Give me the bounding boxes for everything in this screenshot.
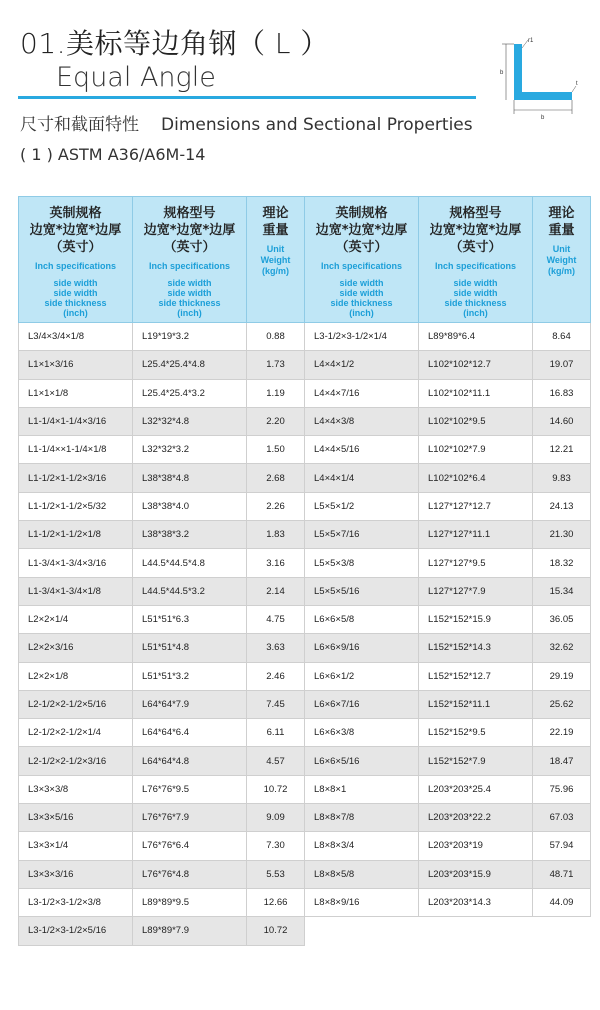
table-cell: L1-3/4×1-3/4×3/16 xyxy=(19,549,133,577)
table-cell: 2.68 xyxy=(247,464,305,492)
table-cell: 5.53 xyxy=(247,860,305,888)
header-cn-text xyxy=(307,205,416,256)
table-cell: L51*51*3.2 xyxy=(133,662,247,690)
table-cell: 7.45 xyxy=(247,690,305,718)
table-row xyxy=(19,662,591,690)
table-cell: L2×2×3/16 xyxy=(19,634,133,662)
header-en2-text xyxy=(21,278,130,318)
header-en2-line: side thickness xyxy=(330,298,393,308)
table-body xyxy=(19,323,591,946)
table-cell: 12.21 xyxy=(533,436,591,464)
table-cell: L51*51*6.3 xyxy=(133,605,247,633)
table-cell: 75.96 xyxy=(533,775,591,803)
table-cell: L38*38*3.2 xyxy=(133,521,247,549)
subtitle-en: Dimensions and Sectional Properties xyxy=(161,115,473,135)
header-en2-line: side thickness xyxy=(44,298,107,308)
table-cell: L1×1×1/8 xyxy=(19,379,133,407)
table-cell: L6×6×5/8 xyxy=(305,605,419,633)
table-cell: 1.83 xyxy=(247,521,305,549)
table-cell: 44.09 xyxy=(533,888,591,916)
header-en-line: Unit xyxy=(266,244,285,254)
standard-label: ( 1 ) ASTM A36/A6M-14 xyxy=(20,145,206,164)
table-cell: L3/4×3/4×1/8 xyxy=(19,323,133,351)
table-cell: L102*102*12.7 xyxy=(419,351,533,379)
header-en-line: Inch specifications xyxy=(148,261,231,271)
header-cn-line: 重量 xyxy=(548,223,575,238)
table-cell: 3.63 xyxy=(247,634,305,662)
table-cell: 3.16 xyxy=(247,549,305,577)
header-en-text xyxy=(135,261,244,272)
table-cell: 24.13 xyxy=(533,492,591,520)
table-cell: L8×8×1 xyxy=(305,775,419,803)
table-cell: 4.75 xyxy=(247,605,305,633)
table-cell: L5×5×7/16 xyxy=(305,521,419,549)
header-en-text xyxy=(249,244,302,277)
header-cn-line: 理论 xyxy=(262,206,289,221)
header-en-line: (kg/m) xyxy=(262,266,289,276)
table-row xyxy=(19,521,591,549)
header-cn-text xyxy=(421,205,530,256)
header-en2-text xyxy=(135,278,244,318)
table-row xyxy=(19,775,591,803)
table-cell: L25.4*25.4*4.8 xyxy=(133,351,247,379)
column-header-2 xyxy=(133,197,247,323)
table-cell: 19.07 xyxy=(533,351,591,379)
table-row xyxy=(19,832,591,860)
table-cell: 4.57 xyxy=(247,747,305,775)
table-cell: L8×8×5/8 xyxy=(305,860,419,888)
table-cell: L51*51*4.8 xyxy=(133,634,247,662)
table-cell: L8×8×9/16 xyxy=(305,888,419,916)
header-cn-line: 重量 xyxy=(262,223,289,238)
figure-label-b-vertical: b xyxy=(500,70,504,76)
table-cell: 1.73 xyxy=(247,351,305,379)
table-cell: L76*76*9.5 xyxy=(133,775,247,803)
table-cell xyxy=(533,917,591,945)
header-en-line: Inch specifications xyxy=(434,261,517,271)
table-cell: L203*203*15.9 xyxy=(419,860,533,888)
table-cell: 6.11 xyxy=(247,719,305,747)
table-cell: 15.34 xyxy=(533,577,591,605)
table-cell: L32*32*3.2 xyxy=(133,436,247,464)
table-cell: 10.72 xyxy=(247,775,305,803)
table-cell: L2-1/2×2-1/2×3/16 xyxy=(19,747,133,775)
header-cn-text xyxy=(21,205,130,256)
header-en-text xyxy=(421,261,530,272)
title-underline xyxy=(18,96,476,99)
header-en2-line: side width xyxy=(339,278,384,288)
table-cell: L102*102*6.4 xyxy=(419,464,533,492)
table-header-row xyxy=(19,197,591,323)
table-row xyxy=(19,351,591,379)
header-en-line: Unit xyxy=(552,244,571,254)
table-cell: 1.50 xyxy=(247,436,305,464)
table-cell: L5×5×1/2 xyxy=(305,492,419,520)
table-cell: L38*38*4.0 xyxy=(133,492,247,520)
table-cell: L8×8×3/4 xyxy=(305,832,419,860)
header-cn-line: 英制规格 xyxy=(335,206,388,221)
table-row xyxy=(19,323,591,351)
table-cell: L64*64*4.8 xyxy=(133,747,247,775)
table-row xyxy=(19,577,591,605)
table-cell: L152*152*9.5 xyxy=(419,719,533,747)
table-cell: L8×8×7/8 xyxy=(305,804,419,832)
table-cell: L203*203*19 xyxy=(419,832,533,860)
section-subtitle xyxy=(20,110,473,135)
table-cell: L44.5*44.5*3.2 xyxy=(133,577,247,605)
table-cell: L38*38*4.8 xyxy=(133,464,247,492)
header-cn-line: 英制规格 xyxy=(49,206,102,221)
table-cell: L6×6×5/16 xyxy=(305,747,419,775)
table-cell: L19*19*3.2 xyxy=(133,323,247,351)
table-cell: L127*127*12.7 xyxy=(419,492,533,520)
header-cn-text xyxy=(249,205,302,239)
table-cell: 57.94 xyxy=(533,832,591,860)
header-cn-line: 边宽*边宽*边厚 xyxy=(29,223,122,238)
header-en2-line: side width xyxy=(53,278,98,288)
figure-label-r1: r1 xyxy=(528,38,534,44)
table-cell: L5×5×3/8 xyxy=(305,549,419,577)
subtitle-cn: 尺寸和截面特性 xyxy=(20,115,139,135)
table-cell: 2.20 xyxy=(247,407,305,435)
table-cell: L3-1/2×3-1/2×3/8 xyxy=(19,888,133,916)
page-title-cn: 01.美标等边角钢（ L ） xyxy=(20,27,329,60)
table-cell: 14.60 xyxy=(533,407,591,435)
table-cell: L102*102*9.5 xyxy=(419,407,533,435)
table-cell: L1-1/2×1-1/2×1/8 xyxy=(19,521,133,549)
table-cell: 0.88 xyxy=(247,323,305,351)
table-cell xyxy=(305,917,419,945)
table-cell: L89*89*7.9 xyxy=(133,917,247,945)
header-en2-line: (inch) xyxy=(177,308,202,318)
table-cell: 7.30 xyxy=(247,832,305,860)
table-cell: L5×5×5/16 xyxy=(305,577,419,605)
table-cell: 48.71 xyxy=(533,860,591,888)
table-cell: 29.19 xyxy=(533,662,591,690)
header-en-line: (kg/m) xyxy=(548,266,575,276)
table-cell: L3-1/2×3-1/2×5/16 xyxy=(19,917,133,945)
column-header-1 xyxy=(19,197,133,323)
header-en2-line: side thickness xyxy=(444,298,507,308)
table-row xyxy=(19,690,591,718)
header-en2-line: side width xyxy=(53,288,98,298)
header-cn-line: 规格型号 xyxy=(449,206,502,221)
table-cell: 10.72 xyxy=(247,917,305,945)
table-cell: 2.46 xyxy=(247,662,305,690)
table-cell: L152*152*11.1 xyxy=(419,690,533,718)
table-cell: L6×6×7/16 xyxy=(305,690,419,718)
table-cell: L4×4×5/16 xyxy=(305,436,419,464)
table-cell xyxy=(419,917,533,945)
header-cn-line: 边宽*边宽*边厚 xyxy=(143,223,236,238)
table-cell: 2.14 xyxy=(247,577,305,605)
table-cell: L6×6×1/2 xyxy=(305,662,419,690)
table-cell: 16.83 xyxy=(533,379,591,407)
table-cell: 22.19 xyxy=(533,719,591,747)
table-cell: L152*152*12.7 xyxy=(419,662,533,690)
angle-spec-table xyxy=(18,196,591,946)
table-row xyxy=(19,860,591,888)
table-cell: 32.62 xyxy=(533,634,591,662)
header-cn-line: 理论 xyxy=(548,206,575,221)
table-row xyxy=(19,917,591,945)
header-en2-line: side thickness xyxy=(158,298,221,308)
header-cn-line: （英寸） xyxy=(49,240,102,255)
table-cell: 9.09 xyxy=(247,804,305,832)
header-en2-line: side width xyxy=(167,288,212,298)
header-en2-line: (inch) xyxy=(349,308,374,318)
header-en2-line: side width xyxy=(339,288,384,298)
table-cell: L1×1×3/16 xyxy=(19,351,133,379)
table-cell: L76*76*4.8 xyxy=(133,860,247,888)
table-cell: L6×6×3/8 xyxy=(305,719,419,747)
header-cn-line: （英寸） xyxy=(163,240,216,255)
table-cell: L3×3×3/8 xyxy=(19,775,133,803)
table-cell: 36.05 xyxy=(533,605,591,633)
header-en-line: Inch specifications xyxy=(34,261,117,271)
table-cell: L127*127*9.5 xyxy=(419,549,533,577)
table-row xyxy=(19,379,591,407)
table-cell: L102*102*7.9 xyxy=(419,436,533,464)
header-en2-line: side width xyxy=(453,278,498,288)
table-row xyxy=(19,719,591,747)
table-cell: L6×6×9/16 xyxy=(305,634,419,662)
table-cell: L3×3×1/4 xyxy=(19,832,133,860)
header-en2-text xyxy=(421,278,530,318)
table-cell: L89*89*9.5 xyxy=(133,888,247,916)
table-cell: L76*76*7.9 xyxy=(133,804,247,832)
header-en2-line: side width xyxy=(453,288,498,298)
header-en-line: Weight xyxy=(546,255,577,265)
table-cell: 2.26 xyxy=(247,492,305,520)
header-cn-line: （英寸） xyxy=(335,240,388,255)
table-cell: L44.5*44.5*4.8 xyxy=(133,549,247,577)
table-cell: L127*127*11.1 xyxy=(419,521,533,549)
table-cell: 8.64 xyxy=(533,323,591,351)
table-cell: L1-1/4××1-1/4×1/8 xyxy=(19,436,133,464)
table-cell: L2×2×1/4 xyxy=(19,605,133,633)
column-header-5 xyxy=(419,197,533,323)
header-cn-text xyxy=(135,205,244,256)
table-cell: 21.30 xyxy=(533,521,591,549)
header-cn-line: 规格型号 xyxy=(163,206,216,221)
table-cell: L2×2×1/8 xyxy=(19,662,133,690)
table-cell: 1.19 xyxy=(247,379,305,407)
table-cell: L1-1/2×1-1/2×3/16 xyxy=(19,464,133,492)
table-row xyxy=(19,464,591,492)
table-cell: L76*76*6.4 xyxy=(133,832,247,860)
column-header-4 xyxy=(305,197,419,323)
table-cell: L3-1/2×3-1/2×1/4 xyxy=(305,323,419,351)
table-cell: L1-3/4×1-3/4×1/8 xyxy=(19,577,133,605)
header-cn-line: （英寸） xyxy=(449,240,502,255)
table-row xyxy=(19,407,591,435)
header-en-text xyxy=(535,244,588,277)
table-row xyxy=(19,605,591,633)
column-header-3 xyxy=(247,197,305,323)
table-cell: 67.03 xyxy=(533,804,591,832)
table-cell: L4×4×3/8 xyxy=(305,407,419,435)
table-cell: L89*89*6.4 xyxy=(419,323,533,351)
header-cn-line: 边宽*边宽*边厚 xyxy=(429,223,522,238)
table-cell: L3×3×5/16 xyxy=(19,804,133,832)
table-cell: L203*203*22.2 xyxy=(419,804,533,832)
table-row xyxy=(19,436,591,464)
table-cell: L152*152*14.3 xyxy=(419,634,533,662)
table-cell: L203*203*14.3 xyxy=(419,888,533,916)
page-title-en: Equal Angle xyxy=(56,62,216,93)
table-row xyxy=(19,492,591,520)
header-en-text xyxy=(307,261,416,272)
table-cell: L102*102*11.1 xyxy=(419,379,533,407)
table-cell: L152*152*15.9 xyxy=(419,605,533,633)
header-en-text xyxy=(21,261,130,272)
table-cell: 9.83 xyxy=(533,464,591,492)
table-row xyxy=(19,804,591,832)
table-cell: L64*64*7.9 xyxy=(133,690,247,718)
table-cell: 18.32 xyxy=(533,549,591,577)
table-cell: L4×4×1/4 xyxy=(305,464,419,492)
header-en-line: Inch specifications xyxy=(320,261,403,271)
table-cell: 25.62 xyxy=(533,690,591,718)
header-en-line: Weight xyxy=(260,255,291,265)
table-cell: L64*64*6.4 xyxy=(133,719,247,747)
table-cell: L1-1/4×1-1/4×3/16 xyxy=(19,407,133,435)
table-cell: L152*152*7.9 xyxy=(419,747,533,775)
table-cell: L25.4*25.4*3.2 xyxy=(133,379,247,407)
table-cell: L4×4×7/16 xyxy=(305,379,419,407)
header-cn-text xyxy=(535,205,588,239)
table-row xyxy=(19,634,591,662)
table-cell: L4×4×1/2 xyxy=(305,351,419,379)
figure-label-t: t xyxy=(576,81,578,87)
table-cell: L2-1/2×2-1/2×1/4 xyxy=(19,719,133,747)
table-cell: 12.66 xyxy=(247,888,305,916)
header-en2-line: (inch) xyxy=(463,308,488,318)
header-cn-line: 边宽*边宽*边厚 xyxy=(315,223,408,238)
table-cell: L2-1/2×2-1/2×5/16 xyxy=(19,690,133,718)
figure-label-b-horizontal: b xyxy=(541,115,545,121)
table-row xyxy=(19,888,591,916)
table-cell: L127*127*7.9 xyxy=(419,577,533,605)
header-en2-text xyxy=(307,278,416,318)
table-cell: 18.47 xyxy=(533,747,591,775)
table-row xyxy=(19,747,591,775)
equal-angle-section-icon xyxy=(488,34,582,126)
table-cell: L203*203*25.4 xyxy=(419,775,533,803)
column-header-6 xyxy=(533,197,591,323)
header-en2-line: (inch) xyxy=(63,308,88,318)
header-en2-line: side width xyxy=(167,278,212,288)
table-cell: L32*32*4.8 xyxy=(133,407,247,435)
table-cell: L3×3×3/16 xyxy=(19,860,133,888)
table-row xyxy=(19,549,591,577)
table-cell: L1-1/2×1-1/2×5/32 xyxy=(19,492,133,520)
